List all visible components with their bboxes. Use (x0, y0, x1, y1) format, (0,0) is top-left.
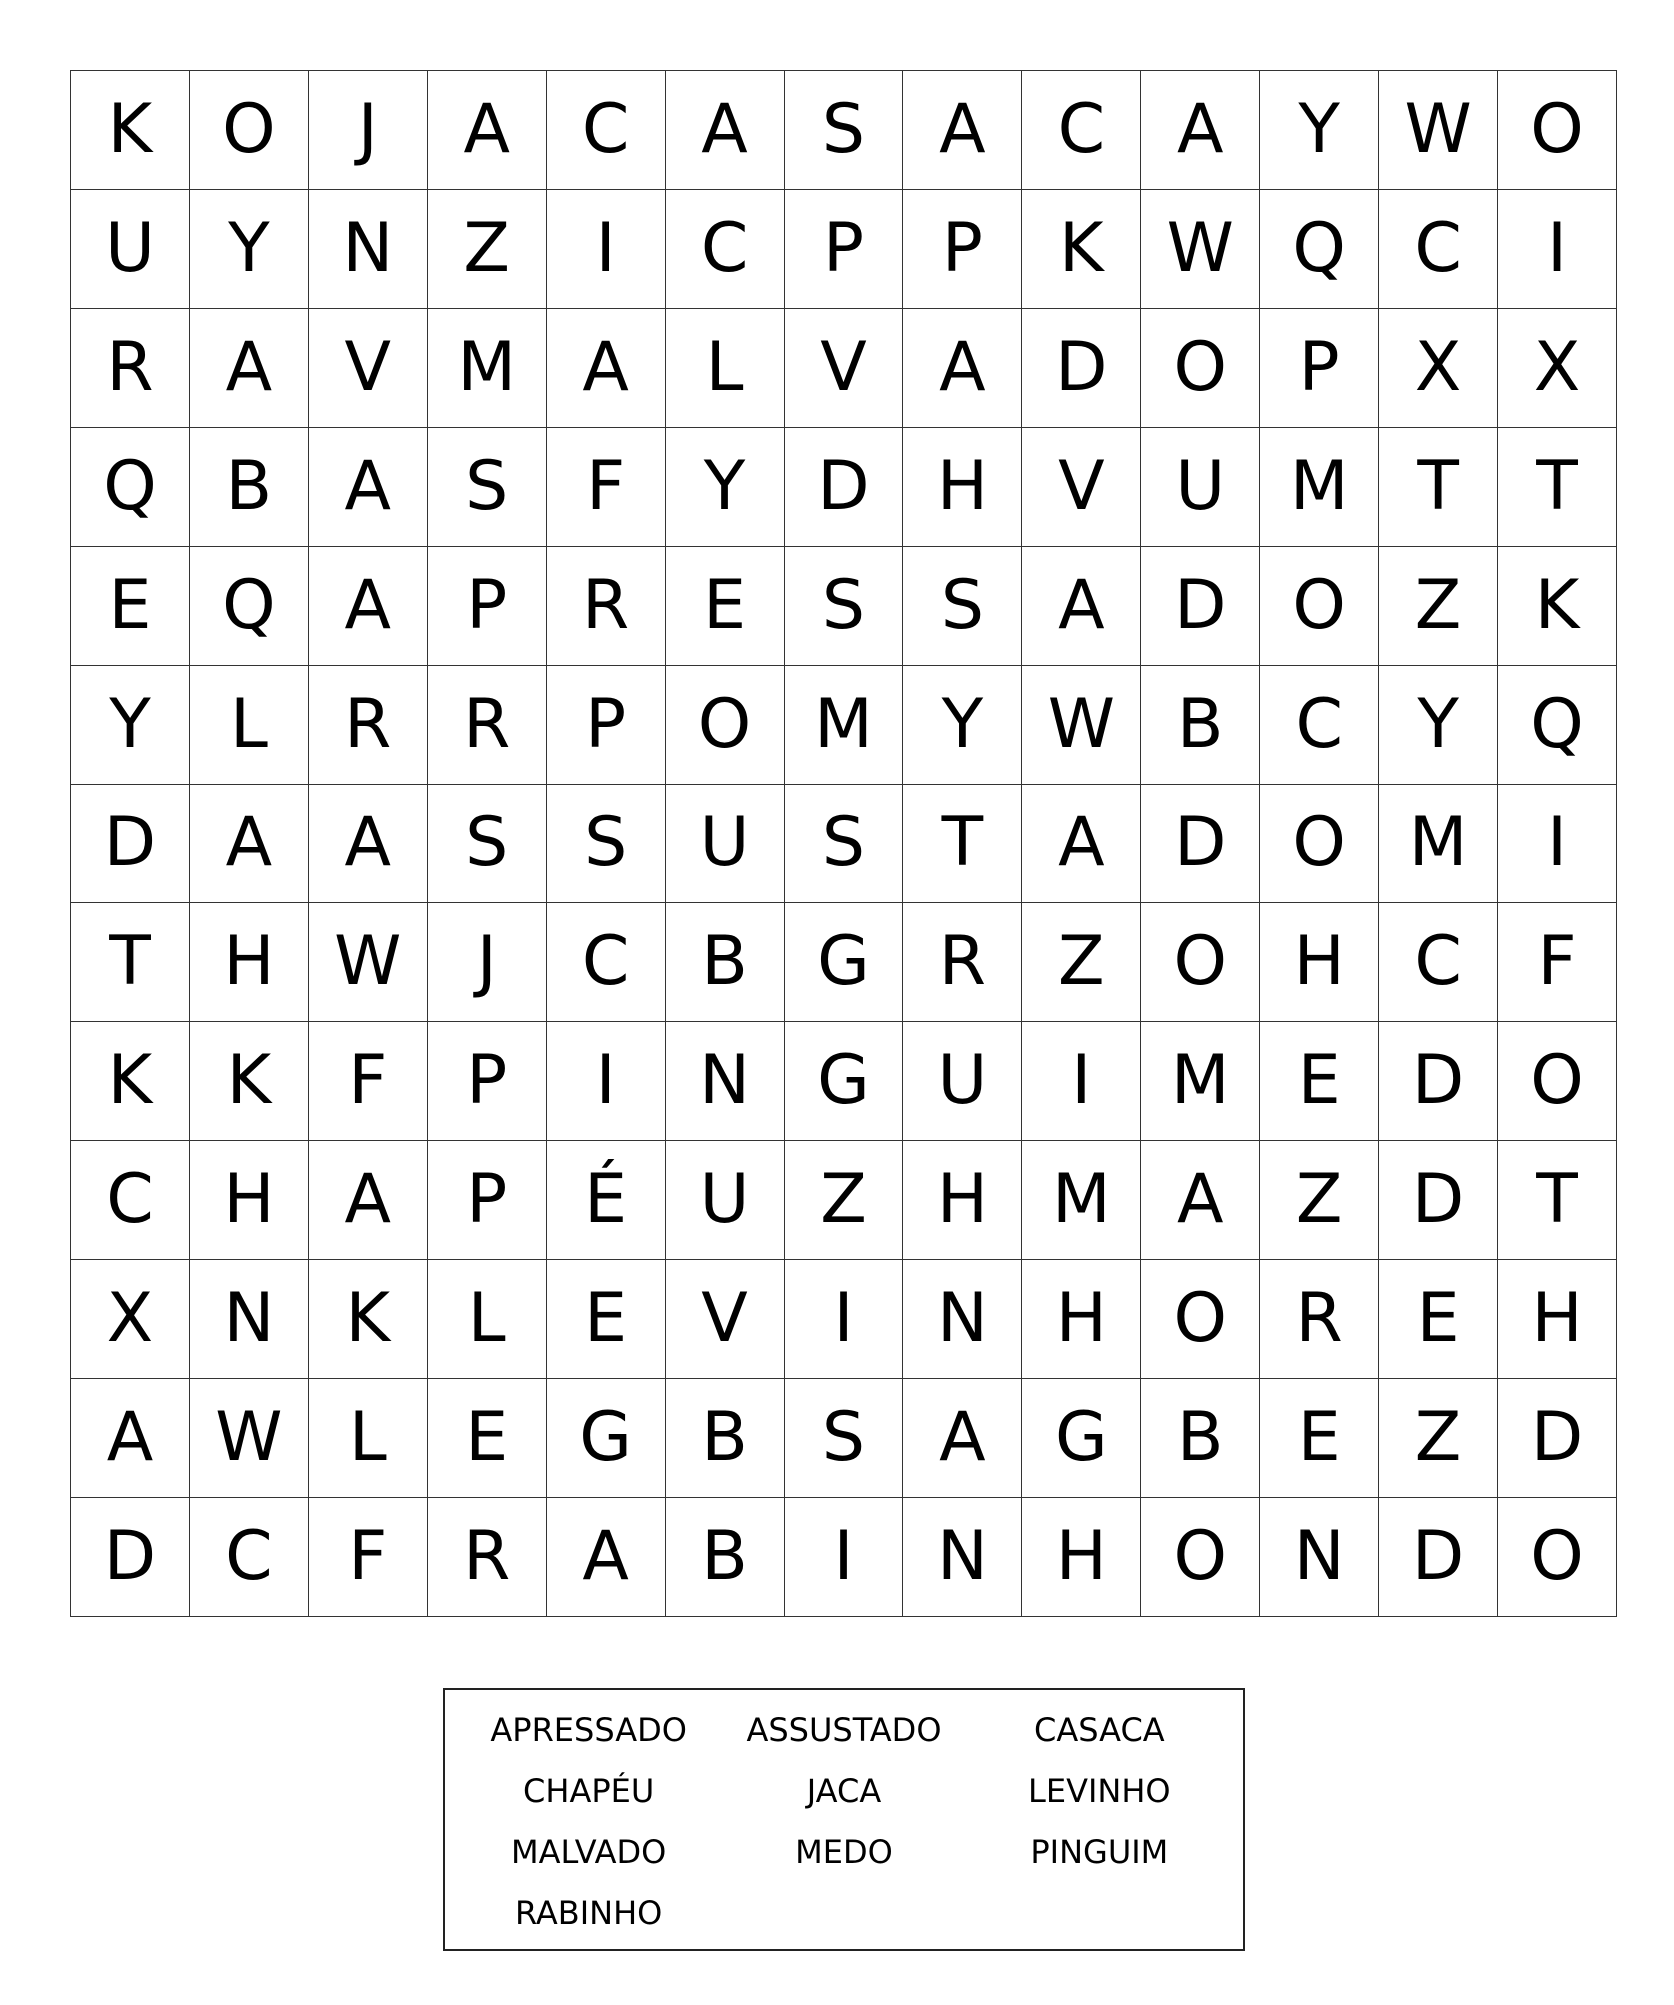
grid-cell[interactable]: F (309, 1498, 428, 1617)
grid-cell[interactable]: A (309, 785, 428, 904)
grid-cell[interactable]: Y (903, 666, 1022, 785)
grid-cell[interactable]: I (785, 1260, 904, 1379)
word-list-item: PINGUIM (1030, 1833, 1169, 1871)
grid-cell[interactable]: H (190, 903, 309, 1022)
grid-cell[interactable]: T (1379, 428, 1498, 547)
grid-cell[interactable]: A (903, 71, 1022, 190)
grid-cell[interactable]: G (547, 1379, 666, 1498)
grid-cell[interactable]: B (666, 1379, 785, 1498)
grid-cell[interactable]: A (547, 309, 666, 428)
grid-cell[interactable]: Z (1260, 1141, 1379, 1260)
word-list-item: CHAPÉU (523, 1772, 655, 1810)
grid-cell[interactable]: S (785, 547, 904, 666)
grid-cell[interactable]: I (1022, 1022, 1141, 1141)
grid-cell[interactable]: M (785, 666, 904, 785)
grid-cell[interactable]: J (428, 903, 547, 1022)
grid-cell[interactable]: U (903, 1022, 1022, 1141)
grid-cell[interactable]: O (666, 666, 785, 785)
grid-cell[interactable]: E (71, 547, 190, 666)
grid-cell[interactable]: A (71, 1379, 190, 1498)
grid-cell[interactable]: K (309, 1260, 428, 1379)
grid-cell[interactable]: A (309, 428, 428, 547)
grid-cell[interactable]: A (1022, 785, 1141, 904)
grid-cell[interactable]: X (1379, 309, 1498, 428)
grid-cell[interactable]: V (666, 1260, 785, 1379)
grid-cell[interactable]: Y (1260, 71, 1379, 190)
grid-cell[interactable]: P (428, 1022, 547, 1141)
grid-cell[interactable]: E (1260, 1022, 1379, 1141)
word-list-item: ASSUSTADO (746, 1711, 942, 1749)
grid-cell[interactable]: R (428, 666, 547, 785)
grid-cell[interactable]: A (903, 309, 1022, 428)
grid-cell[interactable]: H (1498, 1260, 1617, 1379)
grid-cell[interactable]: I (1498, 785, 1617, 904)
grid-cell[interactable]: Q (71, 428, 190, 547)
grid-cell[interactable]: U (666, 785, 785, 904)
grid-cell[interactable]: K (1498, 547, 1617, 666)
grid-cell[interactable]: F (309, 1022, 428, 1141)
grid-cell[interactable]: A (190, 309, 309, 428)
grid-cell[interactable]: A (309, 547, 428, 666)
grid-cell[interactable]: Z (428, 190, 547, 309)
grid-cell[interactable]: E (547, 1260, 666, 1379)
grid-cell[interactable]: D (71, 1498, 190, 1617)
grid-cell[interactable]: W (1379, 71, 1498, 190)
grid-cell[interactable]: G (785, 1022, 904, 1141)
grid-cell[interactable]: Y (1379, 666, 1498, 785)
grid-cell[interactable]: B (666, 1498, 785, 1617)
grid-cell[interactable]: C (547, 903, 666, 1022)
grid-cell[interactable]: N (1260, 1498, 1379, 1617)
grid-cell[interactable]: Q (190, 547, 309, 666)
grid-cell[interactable]: Q (1498, 666, 1617, 785)
grid-cell[interactable]: O (1141, 309, 1260, 428)
grid-cell[interactable]: P (1260, 309, 1379, 428)
grid-cell[interactable]: S (903, 547, 1022, 666)
grid-cell[interactable]: O (1141, 1260, 1260, 1379)
word-list-item: MALVADO (510, 1833, 667, 1871)
grid-cell[interactable]: A (903, 1379, 1022, 1498)
grid-cell[interactable]: F (547, 428, 666, 547)
grid-cell[interactable]: D (1141, 785, 1260, 904)
grid-cell[interactable]: R (547, 547, 666, 666)
grid-cell[interactable]: B (1141, 666, 1260, 785)
grid-cell[interactable]: C (1379, 190, 1498, 309)
grid-cell[interactable]: R (1260, 1260, 1379, 1379)
word-list (443, 1688, 1245, 1951)
grid-cell[interactable]: T (1498, 428, 1617, 547)
grid-cell[interactable]: Y (190, 190, 309, 309)
grid-cell[interactable]: K (71, 1022, 190, 1141)
grid-cell[interactable]: P (903, 190, 1022, 309)
grid-cell[interactable]: E (1260, 1379, 1379, 1498)
grid-cell[interactable]: P (785, 190, 904, 309)
grid-cell[interactable]: T (71, 903, 190, 1022)
grid-cell[interactable]: U (1141, 428, 1260, 547)
grid-cell[interactable]: E (428, 1379, 547, 1498)
grid-cell[interactable]: F (1498, 903, 1617, 1022)
grid-cell[interactable]: X (1498, 309, 1617, 428)
grid-cell[interactable]: P (428, 1141, 547, 1260)
grid-cell[interactable]: T (1498, 1141, 1617, 1260)
grid-cell[interactable]: Y (666, 428, 785, 547)
grid-cell[interactable]: N (309, 190, 428, 309)
grid-cell[interactable]: G (785, 903, 904, 1022)
grid-cell[interactable]: Q (1260, 190, 1379, 309)
grid-cell[interactable]: C (666, 190, 785, 309)
grid-cell[interactable]: N (903, 1260, 1022, 1379)
grid-cell[interactable]: C (547, 71, 666, 190)
grid-cell[interactable]: E (1379, 1260, 1498, 1379)
grid-cell[interactable]: H (903, 1141, 1022, 1260)
grid-cell[interactable]: É (547, 1141, 666, 1260)
grid-cell[interactable]: A (190, 785, 309, 904)
grid-cell[interactable]: N (903, 1498, 1022, 1617)
grid-cell[interactable]: A (666, 71, 785, 190)
grid-cell[interactable]: T (903, 785, 1022, 904)
grid-cell[interactable]: R (903, 903, 1022, 1022)
grid-cell[interactable]: S (547, 785, 666, 904)
grid-cell[interactable]: V (309, 309, 428, 428)
grid-cell[interactable]: R (309, 666, 428, 785)
grid-cell[interactable]: I (547, 190, 666, 309)
word-list-item: CASACA (1033, 1711, 1165, 1749)
grid-cell[interactable]: D (785, 428, 904, 547)
grid-cell[interactable]: Z (1379, 547, 1498, 666)
grid-cell[interactable]: S (428, 785, 547, 904)
grid-cell[interactable]: L (190, 666, 309, 785)
grid-cell[interactable]: O (1260, 785, 1379, 904)
grid-cell[interactable]: O (190, 71, 309, 190)
grid-cell[interactable]: I (547, 1022, 666, 1141)
grid-cell[interactable]: D (1022, 309, 1141, 428)
grid-cell[interactable]: P (428, 547, 547, 666)
word-list-item: RABINHO (514, 1894, 663, 1932)
grid-cell[interactable]: D (1141, 547, 1260, 666)
grid-cell[interactable]: O (1498, 1022, 1617, 1141)
grid-cell[interactable]: A (1022, 547, 1141, 666)
grid-cell[interactable]: C (1022, 71, 1141, 190)
grid-cell[interactable]: K (190, 1022, 309, 1141)
grid-cell[interactable]: J (309, 71, 428, 190)
word-list-item: MEDO (795, 1833, 893, 1871)
grid-cell[interactable]: I (1498, 190, 1617, 309)
word-list-item: JACA (806, 1772, 882, 1810)
grid-cell[interactable]: O (1141, 903, 1260, 1022)
grid-cell[interactable]: Z (785, 1141, 904, 1260)
grid-cell[interactable]: G (1022, 1379, 1141, 1498)
grid-cell[interactable]: H (190, 1141, 309, 1260)
grid-cell[interactable]: D (71, 785, 190, 904)
grid-cell[interactable]: W (1141, 190, 1260, 309)
grid-cell[interactable]: C (1260, 666, 1379, 785)
grid-cell[interactable]: A (1141, 1141, 1260, 1260)
grid-cell[interactable]: D (1379, 1498, 1498, 1617)
grid-cell[interactable]: O (1141, 1498, 1260, 1617)
grid-cell[interactable]: M (1141, 1022, 1260, 1141)
grid-cell[interactable]: N (190, 1260, 309, 1379)
grid-cell[interactable]: U (666, 1141, 785, 1260)
grid-cell[interactable]: K (1022, 190, 1141, 309)
grid-cell[interactable]: D (1379, 1141, 1498, 1260)
letter-grid (70, 70, 1617, 1617)
grid-cell[interactable]: Z (1022, 903, 1141, 1022)
grid-cell[interactable]: H (1022, 1260, 1141, 1379)
word-list-item: LEVINHO (1028, 1772, 1171, 1810)
grid-cell[interactable]: A (428, 71, 547, 190)
grid-cell[interactable]: K (71, 71, 190, 190)
grid-cell[interactable]: U (71, 190, 190, 309)
grid-cell[interactable]: C (1379, 903, 1498, 1022)
grid-cell[interactable]: V (785, 309, 904, 428)
grid-cell[interactable]: A (309, 1141, 428, 1260)
grid-cell[interactable]: A (1141, 71, 1260, 190)
grid-cell[interactable]: L (428, 1260, 547, 1379)
grid-cell[interactable]: S (428, 428, 547, 547)
grid-cell[interactable]: S (785, 785, 904, 904)
grid-cell[interactable]: O (1498, 1498, 1617, 1617)
grid-cell[interactable]: D (1498, 1379, 1617, 1498)
grid-cell[interactable]: I (785, 1498, 904, 1617)
grid-cell[interactable]: M (1260, 428, 1379, 547)
grid-cell[interactable]: H (903, 428, 1022, 547)
grid-cell[interactable]: P (547, 666, 666, 785)
grid-cell[interactable]: M (428, 309, 547, 428)
grid-cell[interactable]: W (309, 903, 428, 1022)
word-list-item: APRESSADO (490, 1711, 687, 1749)
grid-cell[interactable]: V (1022, 428, 1141, 547)
grid-cell[interactable]: B (1141, 1379, 1260, 1498)
grid-cell[interactable]: O (1498, 71, 1617, 190)
grid-cell[interactable]: B (190, 428, 309, 547)
grid-cell[interactable]: S (785, 1379, 904, 1498)
grid-cell[interactable]: C (190, 1498, 309, 1617)
grid-cell[interactable]: O (1260, 547, 1379, 666)
grid-cell[interactable]: M (1379, 785, 1498, 904)
grid-cell[interactable]: A (547, 1498, 666, 1617)
grid-cell[interactable]: D (1379, 1022, 1498, 1141)
grid-cell[interactable]: W (1022, 666, 1141, 785)
grid-cell[interactable]: Y (71, 666, 190, 785)
grid-cell[interactable]: X (71, 1260, 190, 1379)
grid-cell[interactable]: M (1022, 1141, 1141, 1260)
grid-cell[interactable]: C (71, 1141, 190, 1260)
grid-cell[interactable]: R (428, 1498, 547, 1617)
grid-cell[interactable]: R (71, 309, 190, 428)
grid-cell[interactable]: Z (1379, 1379, 1498, 1498)
grid-cell[interactable]: E (666, 547, 785, 666)
grid-cell[interactable]: S (785, 71, 904, 190)
grid-cell[interactable]: W (190, 1379, 309, 1498)
grid-cell[interactable]: H (1260, 903, 1379, 1022)
grid-cell[interactable]: L (309, 1379, 428, 1498)
grid-cell[interactable]: H (1022, 1498, 1141, 1617)
grid-cell[interactable]: L (666, 309, 785, 428)
grid-cell[interactable]: B (666, 903, 785, 1022)
grid-cell[interactable]: N (666, 1022, 785, 1141)
